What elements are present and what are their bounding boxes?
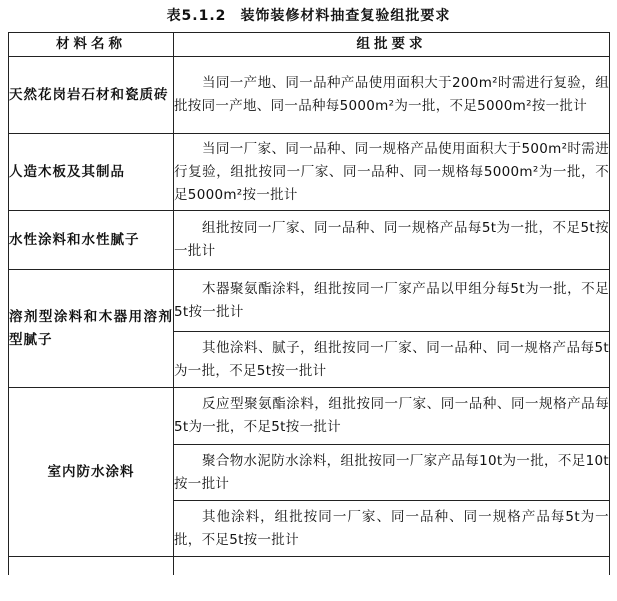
requirement-cell: 其他涂料、腻子，组批按同一厂家、同一品种、同一规格产品每5t为一批，不足5t按一批计 (174, 332, 610, 388)
requirement-cell: 木器聚氨酯涂料，组批按同一厂家产品以甲组分每5t为一批，不足5t按一批计 (174, 270, 610, 332)
batch-requirements-table (8, 32, 610, 575)
requirement-cell: 当同一厂家、同一品种、同一规格产品使用面积大于500m²时需进行复验，组批按同一厂家、同一品种、同一规格每5000m²为一批，不足5000m²按一批计 (174, 134, 610, 211)
material-name-cell: 人造木板及其制品 (9, 134, 174, 211)
material-name-cell: 室内防水涂料 (9, 388, 174, 557)
table-row (9, 388, 610, 445)
table-row-cutoff (9, 557, 610, 576)
material-name-cell: 天然花岗岩石材和瓷质砖 (9, 57, 174, 134)
empty-cell (174, 557, 610, 576)
table-row (9, 211, 610, 270)
requirement-cell: 聚合物水泥防水涂料，组批按同一厂家产品每10t为一批，不足10t按一批计 (174, 445, 610, 501)
requirement-cell: 当同一产地、同一品种产品使用面积大于200m²时需进行复验，组批按同一产地、同一品种每5000m²为一批，不足5000m²按一批计 (174, 57, 610, 134)
material-name-cell: 溶剂型涂料和木器用溶剂型腻子 (9, 270, 174, 388)
table-row (9, 270, 610, 332)
column-header-requirement: 组批要求 (174, 33, 610, 57)
table-number: 表5.1.2 (166, 8, 227, 24)
empty-cell (9, 557, 174, 576)
column-header-material: 材料名称 (9, 33, 174, 57)
material-name-cell: 水性涂料和水性腻子 (9, 211, 174, 270)
table-title (0, 5, 617, 25)
requirement-cell: 组批按同一厂家、同一品种、同一规格产品每5t为一批，不足5t按一批计 (174, 211, 610, 270)
table-name: 装饰装修材料抽查复验组批要求 (240, 8, 451, 24)
requirement-cell: 其他涂料，组批按同一厂家、同一品种、同一规格产品每5t为一批，不足5t按一批计 (174, 501, 610, 557)
requirement-cell: 反应型聚氨酯涂料，组批按同一厂家、同一品种、同一规格产品每5t为一批，不足5t按一批计 (174, 388, 610, 445)
table-row (9, 57, 610, 134)
table-header-row (9, 33, 610, 57)
table-row (9, 134, 610, 211)
